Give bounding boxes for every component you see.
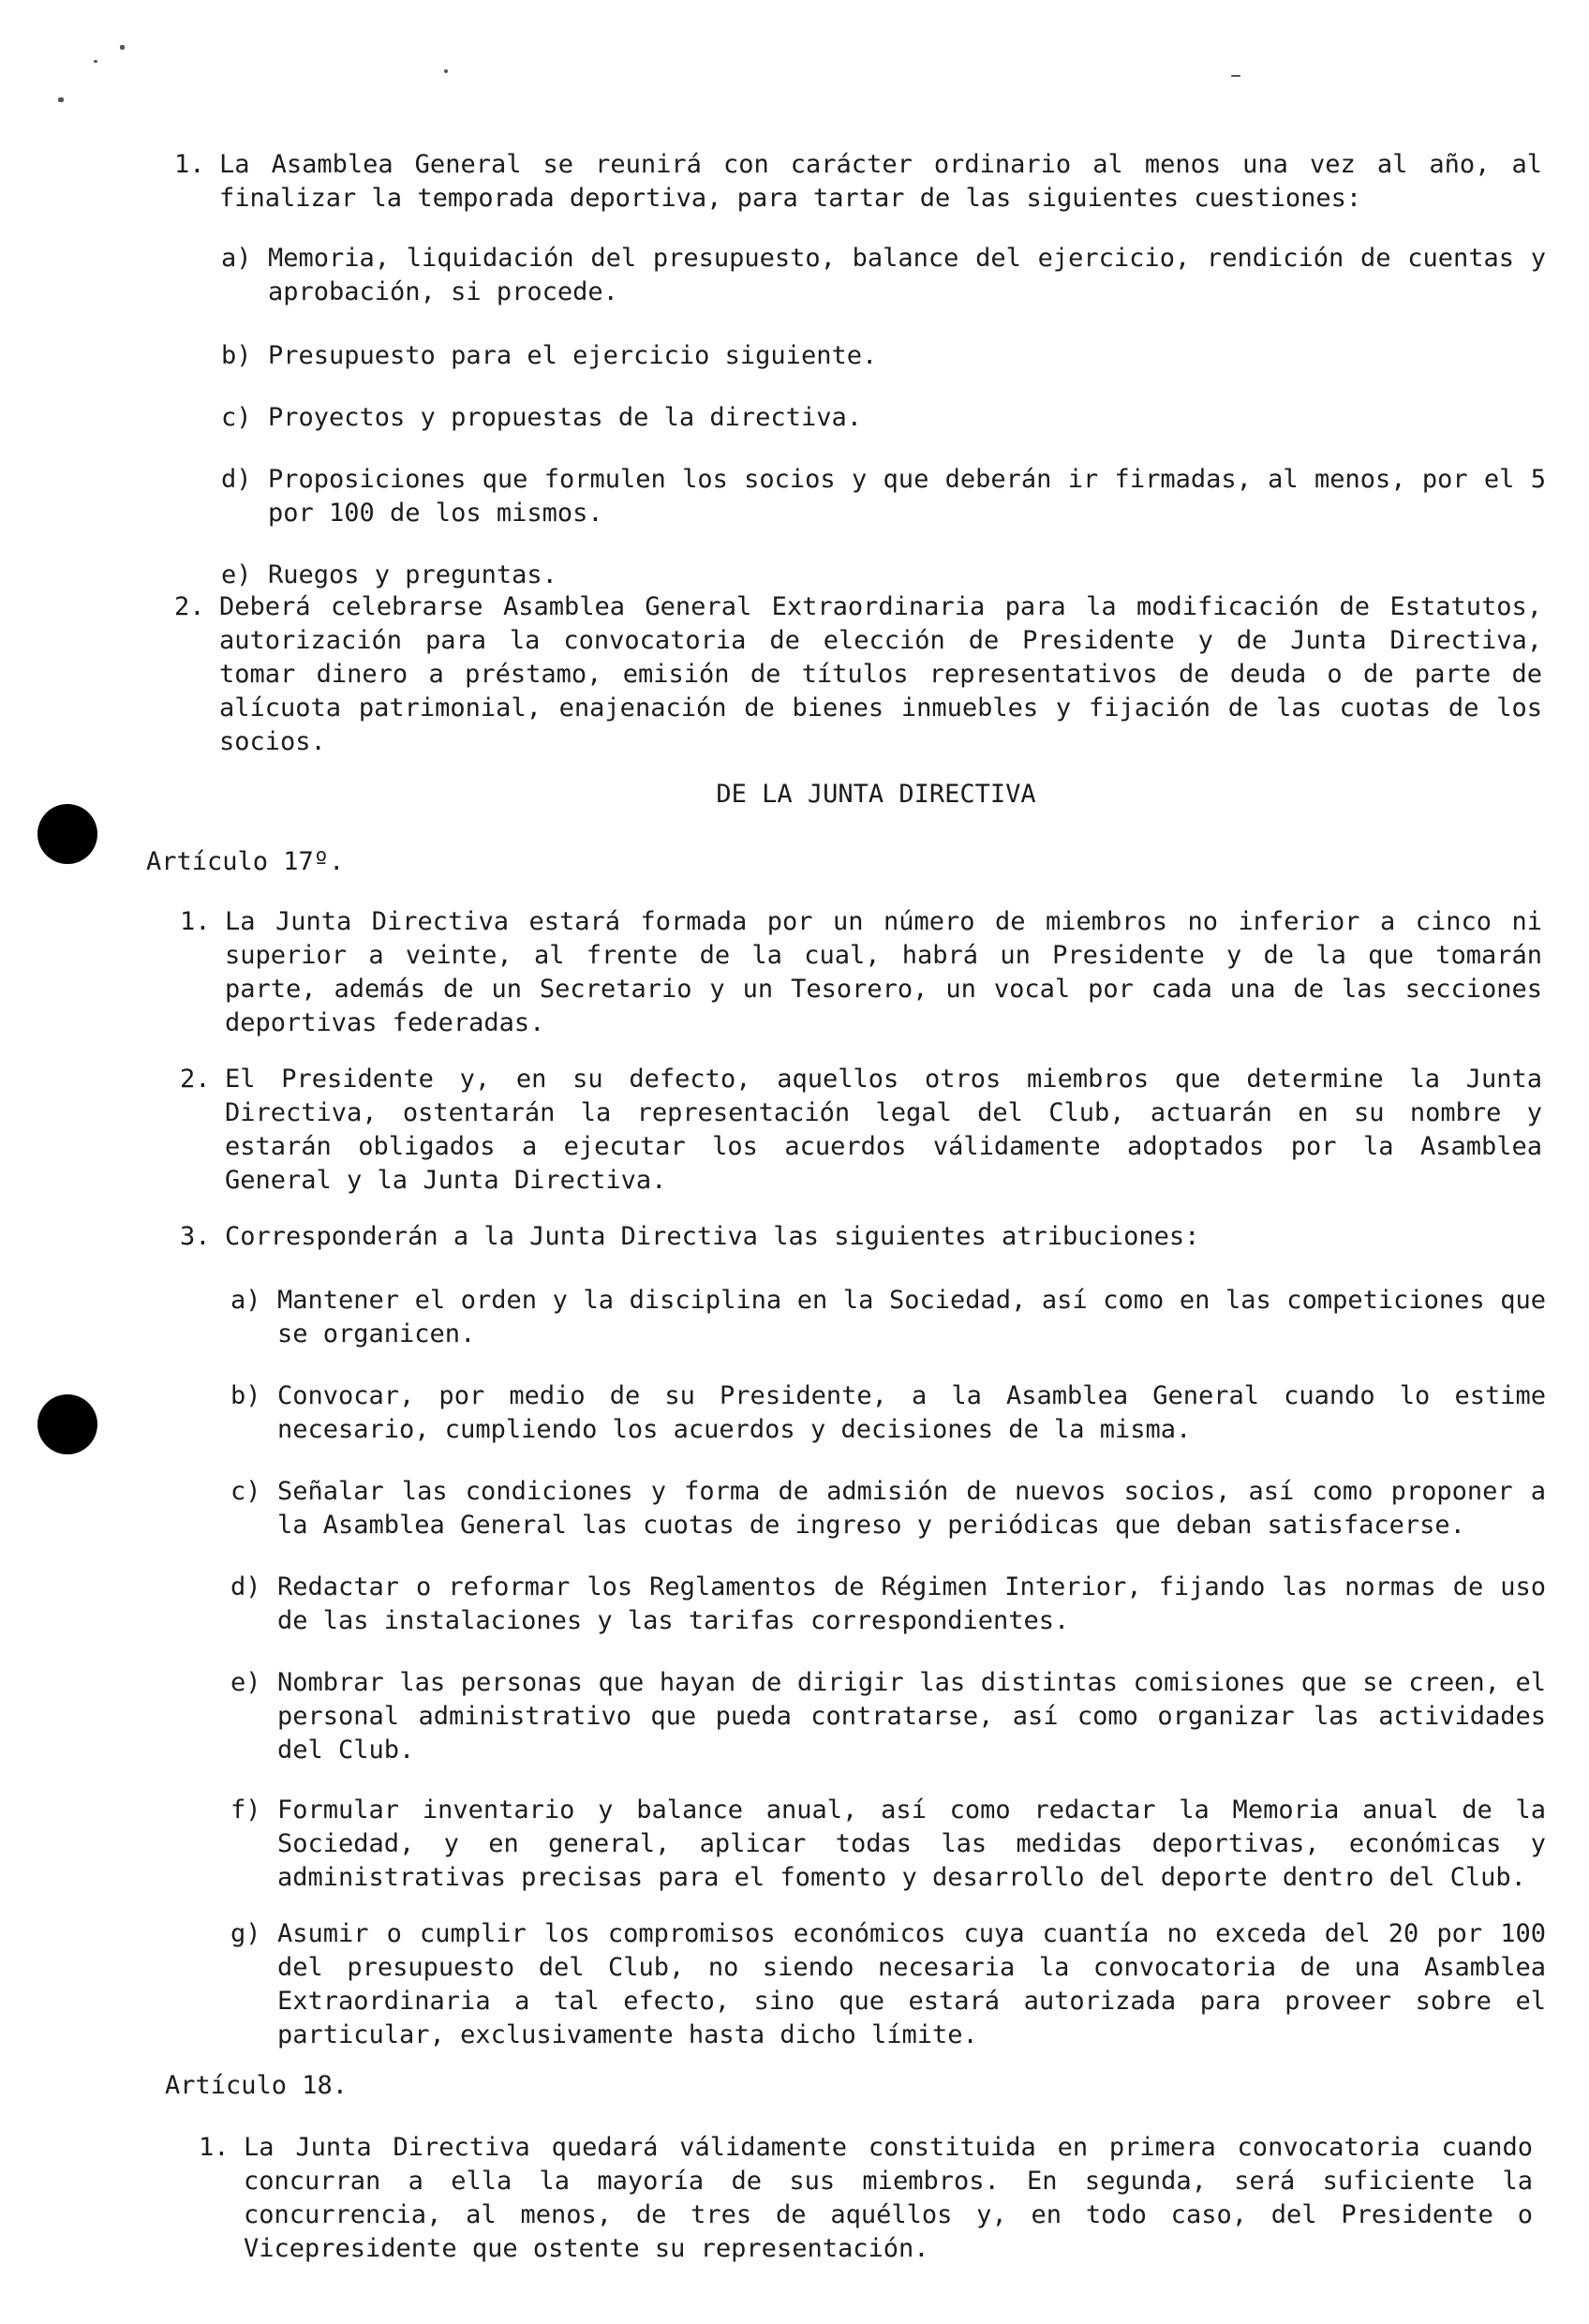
subitem-label: c) xyxy=(230,1477,261,1506)
article-17-subitem-e xyxy=(230,1666,1546,1767)
subitem-text: Proposiciones que formulen los socios y que deberán ir firmadas, al menos, por el 5 por 100 de los mismos. xyxy=(268,465,1546,528)
subitem-label: b) xyxy=(221,341,252,370)
assembly-subitem-b xyxy=(221,339,1546,373)
assembly-subitem-e xyxy=(221,559,1546,592)
item-text: La Junta Directiva estará formada por un número de miembros no inferior a cinco ni superior a veinte, al frente de la cual, habrá un Presidente y de la que tomarán parte, además de un Secretario y un Tesorero, un vocal por cada una de las secciones deportivas federadas. xyxy=(225,907,1542,1037)
assembly-subitem-c xyxy=(221,401,1546,435)
subitem-text: Convocar, por medio de su Presidente, a la Asamblea General cuando lo estime necesario, cumpliendo los acuerdos y decisiones de la misma. xyxy=(277,1381,1546,1444)
article-18-item-1 xyxy=(199,2131,1533,2266)
scan-speck xyxy=(444,69,448,73)
section-heading: DE LA JUNTA DIRECTIVA xyxy=(716,780,1036,809)
scan-speck xyxy=(1231,75,1240,77)
subitem-label: e) xyxy=(221,560,252,589)
assembly-subitem-a xyxy=(221,242,1546,309)
assembly-item-2 xyxy=(174,590,1542,759)
article-17-subitem-a xyxy=(230,1284,1546,1351)
item-text: Corresponderán a la Junta Directiva las siguientes atribuciones: xyxy=(225,1222,1200,1251)
subitem-text: Presupuesto para el ejercicio siguiente. xyxy=(268,341,878,370)
subitem-label: g) xyxy=(230,1919,261,1948)
subitem-text: Proyectos y propuestas de la directiva. xyxy=(268,403,862,432)
article-17-subitem-f xyxy=(230,1794,1546,1895)
item-number: 2. xyxy=(180,1065,211,1094)
item-number: 1. xyxy=(174,150,205,179)
subitem-label: a) xyxy=(230,1286,261,1315)
article-17-subitem-b xyxy=(230,1379,1546,1447)
subitem-label: e) xyxy=(230,1668,261,1697)
article-17-title: Artículo 17º. xyxy=(146,847,345,876)
item-number: 1. xyxy=(180,907,211,936)
item-text: La Junta Directiva quedará válidamente constituida en primera convocatoria cuando concurran a ella la mayoría de sus miembros. En segunda, será suficiente la concurrencia, al menos, de tres de aquéllos y, en todo caso, del Presidente o Vicepresidente que ostente su representación. xyxy=(244,2133,1533,2263)
scan-speck xyxy=(120,45,125,50)
item-text: Deberá celebrarse Asamblea General Extraordinaria para la modificación de Estatutos, autorización para la convocatoria de elección de Presidente y de Junta Directiva, tomar dinero a préstamo, emisión de títulos representativos de deuda o de parte de alícuota patrimonial, enajenación de bienes inmuebles y fijación de las cuotas de los socios. xyxy=(219,592,1542,756)
item-number: 1. xyxy=(199,2133,230,2162)
article-17-item-2 xyxy=(180,1063,1542,1198)
scan-speck xyxy=(94,60,97,63)
subitem-text: Memoria, liquidación del presupuesto, balance del ejercicio, rendición de cuentas y aprobación, si procede. xyxy=(268,244,1546,306)
item-number: 3. xyxy=(180,1222,211,1251)
subitem-text: Señalar las condiciones y forma de admisión de nuevos socios, así como proponer a la Asamblea General las cuotas de ingreso y periódicas que deban satisfacerse. xyxy=(277,1477,1546,1540)
binder-hole-bottom xyxy=(37,1394,97,1454)
subitem-label: a) xyxy=(221,244,252,273)
subitem-label: b) xyxy=(230,1381,261,1410)
subitem-label: f) xyxy=(230,1795,261,1825)
article-17-subitem-g xyxy=(230,1917,1546,2052)
article-17-subitem-d xyxy=(230,1571,1546,1638)
article-17-item-1 xyxy=(180,905,1542,1040)
subitem-text: Mantener el orden y la disciplina en la Sociedad, así como en las competiciones que se organicen. xyxy=(277,1286,1546,1348)
subitem-text: Redactar o reformar los Reglamentos de Régimen Interior, fijando las normas de uso de las instalaciones y las tarifas correspondientes. xyxy=(277,1572,1546,1635)
article-17-subitem-c xyxy=(230,1475,1546,1542)
subitem-text: Formular inventario y balance anual, así como redactar la Memoria anual de la Sociedad, y en general, aplicar todas las medidas deportivas, económicas y administrativas precisas para el fomento y desarrollo del deporte dentro del Club. xyxy=(277,1795,1546,1892)
article-17-item-3 xyxy=(180,1220,1542,1254)
assembly-subitem-d xyxy=(221,463,1546,530)
subitem-label: d) xyxy=(230,1572,261,1601)
scan-speck xyxy=(58,97,64,102)
subitem-label: c) xyxy=(221,403,252,432)
item-text: El Presidente y, en su defecto, aquellos otros miembros que determine la Junta Directiva, ostentarán la representación legal del Club, actuarán en su nombre y estarán obligados a ejecutar los acuerdos válidamente adoptados por la Asamblea General y la Junta Directiva. xyxy=(225,1065,1542,1195)
assembly-item-1 xyxy=(174,148,1542,216)
article-18-title: Artículo 18. xyxy=(165,2071,349,2100)
binder-hole-top xyxy=(37,804,97,864)
item-number: 2. xyxy=(174,592,205,621)
subitem-text: Asumir o cumplir los compromisos económicos cuya cuantía no exceda del 20 por 100 del presupuesto del Club, no siendo necesaria la convocatoria de una Asamblea Extraordinaria a tal efecto, sino que estará autorizada para proveer sobre el particular, exclusivamente hasta dicho límite. xyxy=(277,1919,1546,2049)
subitem-text: Nombrar las personas que hayan de dirigir las distintas comisiones que se creen, el personal administrativo que pueda contratarse, así como organizar las actividades del Club. xyxy=(277,1668,1546,1765)
item-text: La Asamblea General se reunirá con carácter ordinario al menos una vez al año, al finalizar la temporada deportiva, para tartar de las siguientes cuestiones: xyxy=(219,150,1542,213)
subitem-label: d) xyxy=(221,465,252,494)
subitem-text: Ruegos y preguntas. xyxy=(268,560,557,589)
